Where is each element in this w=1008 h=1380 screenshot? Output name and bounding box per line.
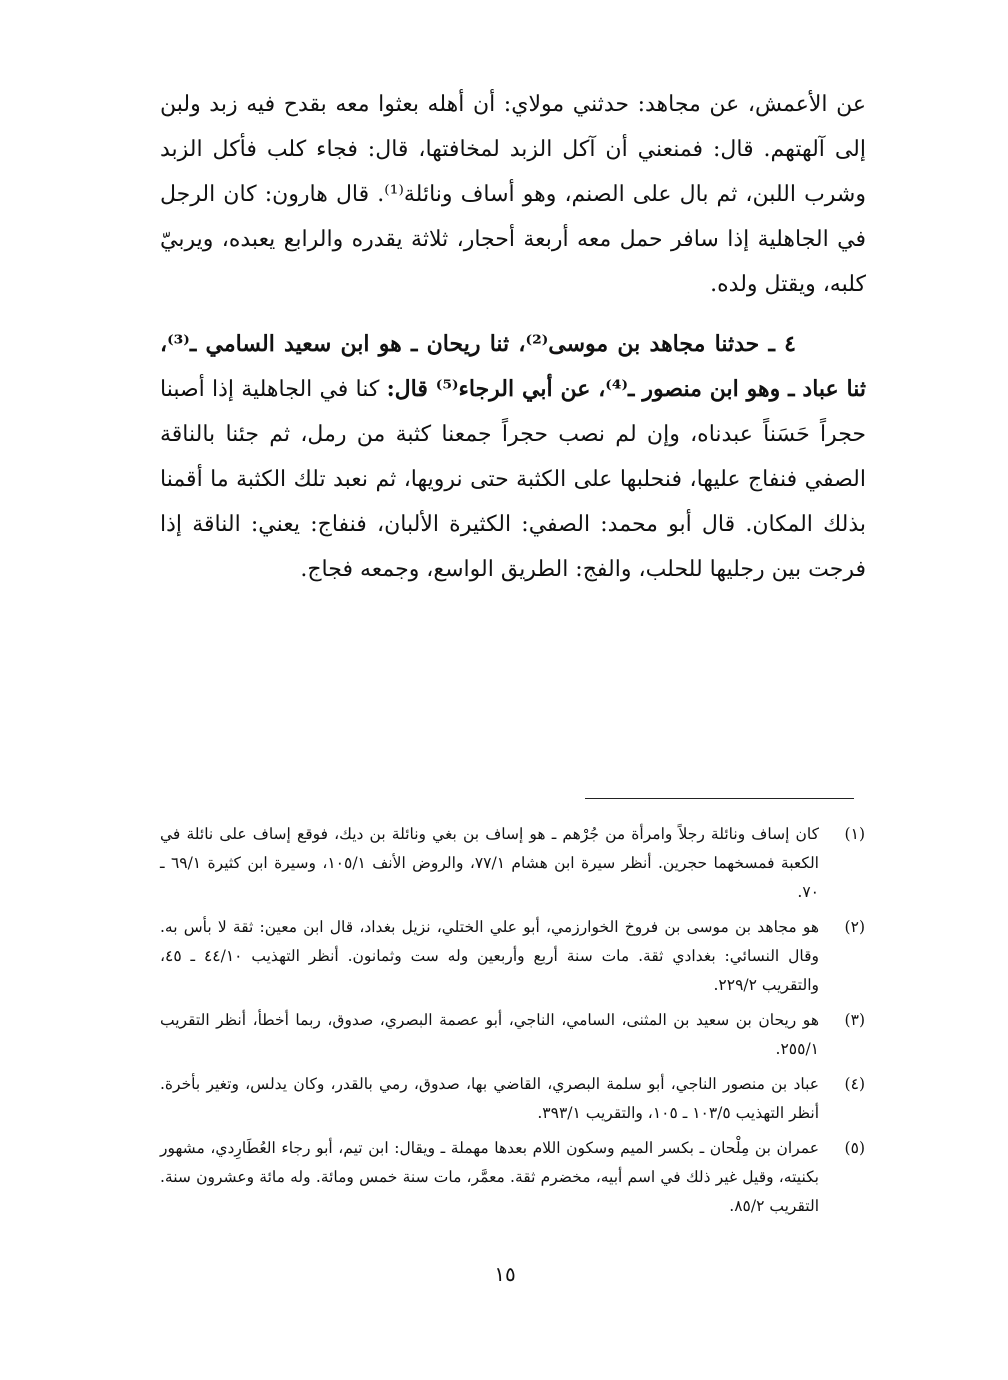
footnote-text: كان إساف ونائلة رجلاً وامرأة من جُرْهم ـ هو إساف بن بغي ونائلة بن ديك، فوقع إساف على نائلة في الكعبة فمسخهما حجرين. أنظر سيرة ابن هشام ٧٧/١، والروض الأنف ١٠٥/١، وسيرة ابن كثيرة ٦٩/١ ـ ٧٠.: [160, 825, 819, 901]
hadith-chain: ٤ ـ حدثنا مجاهد بن موسى⁽²⁾، ثنا ريحان ـ هو ابن سعيد السامي ـ⁽³⁾، ثنا عباد ـ وهو ابن منصور ـ⁽⁴⁾، عن أبي الرجاء⁽⁵⁾ قال:: [160, 331, 866, 402]
footnote-5: [160, 1134, 865, 1221]
footnote-number: (٣): [844, 1011, 865, 1029]
footnote-number: (٥): [844, 1139, 865, 1157]
footnote-number: (١): [844, 825, 865, 843]
footnote-1: [160, 820, 865, 907]
footnote-4: [160, 1070, 865, 1128]
footnote-2: [160, 913, 865, 1000]
page-number: ١٥: [494, 1262, 516, 1286]
footnote-number: (٤): [844, 1075, 865, 1093]
footnote-text: عباد بن منصور الناجي، أبو سلمة البصري، القاضي بها، صدوق، رمي بالقدر، وكان يدلس، وتغير بأخرة. أنظر التهذيب ١٠٣/٥ ـ ١٠٥، والتقريب ٣٩٣/١.: [160, 1075, 819, 1122]
hadith-text: كنا في الجاهلية إذا أصبنا حجراً حَسَناً عبدناه، وإن لم نصب حجراً جمعنا كثبة من رمل، ثم جئنا بالناقة الصفي فنفاج عليها، فنحلبها على الكثبة حتى نرويها، ثم نعبد تلك الكثبة ما أقمنا بذلك المكان. قال أبو محمد: الصفي: الكثيرة الألبان، فنفاج: يعني: الناقة إذا فرجت بين رجليها للحلب، والفج: الطريق الواسع، وجمعه فجاج.: [160, 377, 867, 582]
main-text: [160, 82, 866, 592]
footnote-divider: [585, 798, 854, 799]
footnotes: [160, 820, 865, 1227]
footnote-text: عمران بن مِلْحان ـ بكسر الميم وسكون اللام بعدها مهملة ـ ويقال: ابن تيم، أبو رجاء العُطَارِدي، مشهور بكنيته، وقيل غير ذلك في اسم أبيه، مخضرم ثقة. معمَّر، مات سنة خمس ومائة. وله مائة وعشرون سنة. التقريب ٨٥/٢.: [160, 1139, 819, 1215]
paragraph-2: [160, 322, 866, 592]
footnote-3: [160, 1006, 865, 1064]
footnote-number: (٢): [844, 918, 865, 936]
footnote-text: هو ريحان بن سعيد بن المثنى، السامي، الناجي، أبو عصمة البصري، صدوق، ربما أخطأ، أنظر التقريب ٢٥٥/١.: [160, 1011, 819, 1058]
footnote-text: هو مجاهد بن موسى بن فروخ الخوارزمي، أبو علي الختلي، نزيل بغداد، قال ابن معين: ثقة لا بأس به. وقال النسائي: بغدادي ثقة. مات سنة أربع وأربعين وله ست وثمانون. أنظر التهذيب ٤٤/١٠ ـ ٤٥، والتقريب ٢٢٩/٢.: [160, 918, 819, 994]
paragraph-1: عن الأعمش، عن مجاهد: حدثني مولاي: أن أهله بعثوا معه بقدح فيه زبد ولبن إلى آلهتهم. قال: فمنعني أن آكل الزبد لمخافتها، قال: فجاء كلب فأكل الزبد وشرب اللبن، ثم بال على الصنم، وهو أساف ونائلة⁽¹⁾. قال هارون: كان الرجل في الجاهلية إذا سافر حمل معه أربعة أحجار، ثلاثة يقدره والرابع يعبده، ويربيّ كلبه، ويقتل ولده.: [160, 92, 866, 297]
